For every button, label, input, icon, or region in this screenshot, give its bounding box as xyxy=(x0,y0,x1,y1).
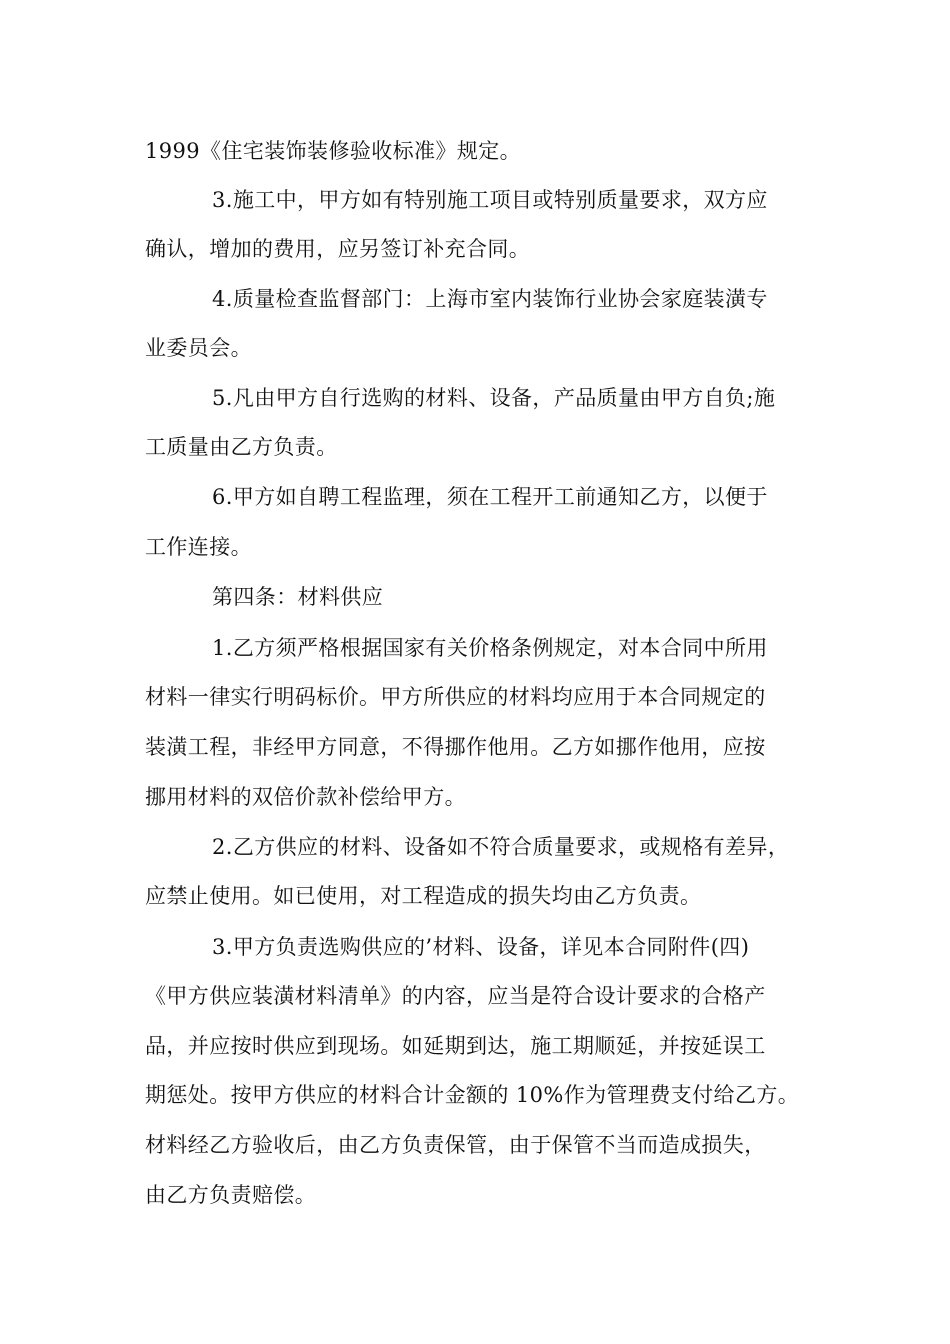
section-heading: 第四条：材料供应 xyxy=(212,585,384,609)
text-line: 1.乙方须严格根据国家有关价格条例规定，对本合同中所用 xyxy=(212,636,768,660)
text-line: 业委员会。 xyxy=(145,336,252,360)
text-line: 装潢工程，非经甲方同意，不得挪作他用。乙方如挪作他用，应按 xyxy=(145,735,766,759)
text-line: 5.凡由甲方自行选购的材料、设备，产品质量由甲方自负;施 xyxy=(212,386,776,410)
text-line: 材料经乙方验收后，由乙方负责保管，由于保管不当而造成损失， xyxy=(145,1133,766,1157)
text-line: 3.甲方负责选购供应的’材料、设备，详见本合同附件(四) xyxy=(212,935,750,959)
text-line: 1999《住宅装饰装修验收标准》规定。 xyxy=(145,139,522,163)
text-line: 期惩处。按甲方供应的材料合计金额的 10%作为管理费支付给乙方。 xyxy=(145,1083,800,1107)
text-line: 工作连接。 xyxy=(145,535,252,559)
text-line: 材料一律实行明码标价。甲方所供应的材料均应用于本合同规定的 xyxy=(145,685,766,709)
text-line: 应禁止使用。如已使用，对工程造成的损失均由乙方负责。 xyxy=(145,884,702,908)
text-line: 《甲方供应装潢材料清单》的内容，应当是符合设计要求的合格产 xyxy=(145,984,766,1008)
text-line: 挪用材料的双倍价款补偿给甲方。 xyxy=(145,785,466,809)
text-line: 确认，增加的费用，应另签订补充合同。 xyxy=(145,237,531,261)
text-line: 2.乙方供应的材料、设备如不符合质量要求，或规格有差异， xyxy=(212,835,790,859)
text-line: 工质量由乙方负责。 xyxy=(145,435,338,459)
text-line: 由乙方负责赔偿。 xyxy=(145,1183,317,1207)
text-line: 3.施工中，甲方如有特别施工项目或特别质量要求，双方应 xyxy=(212,188,768,212)
text-line: 6.甲方如自聘工程监理，须在工程开工前通知乙方，以便于 xyxy=(212,485,768,509)
text-line: 品，并应按时供应到现场。如延期到达，施工期顺延，并按延误工 xyxy=(145,1034,766,1058)
text-line: 4.质量检查监督部门：上海市室内装饰行业协会家庭装潢专 xyxy=(212,287,768,311)
